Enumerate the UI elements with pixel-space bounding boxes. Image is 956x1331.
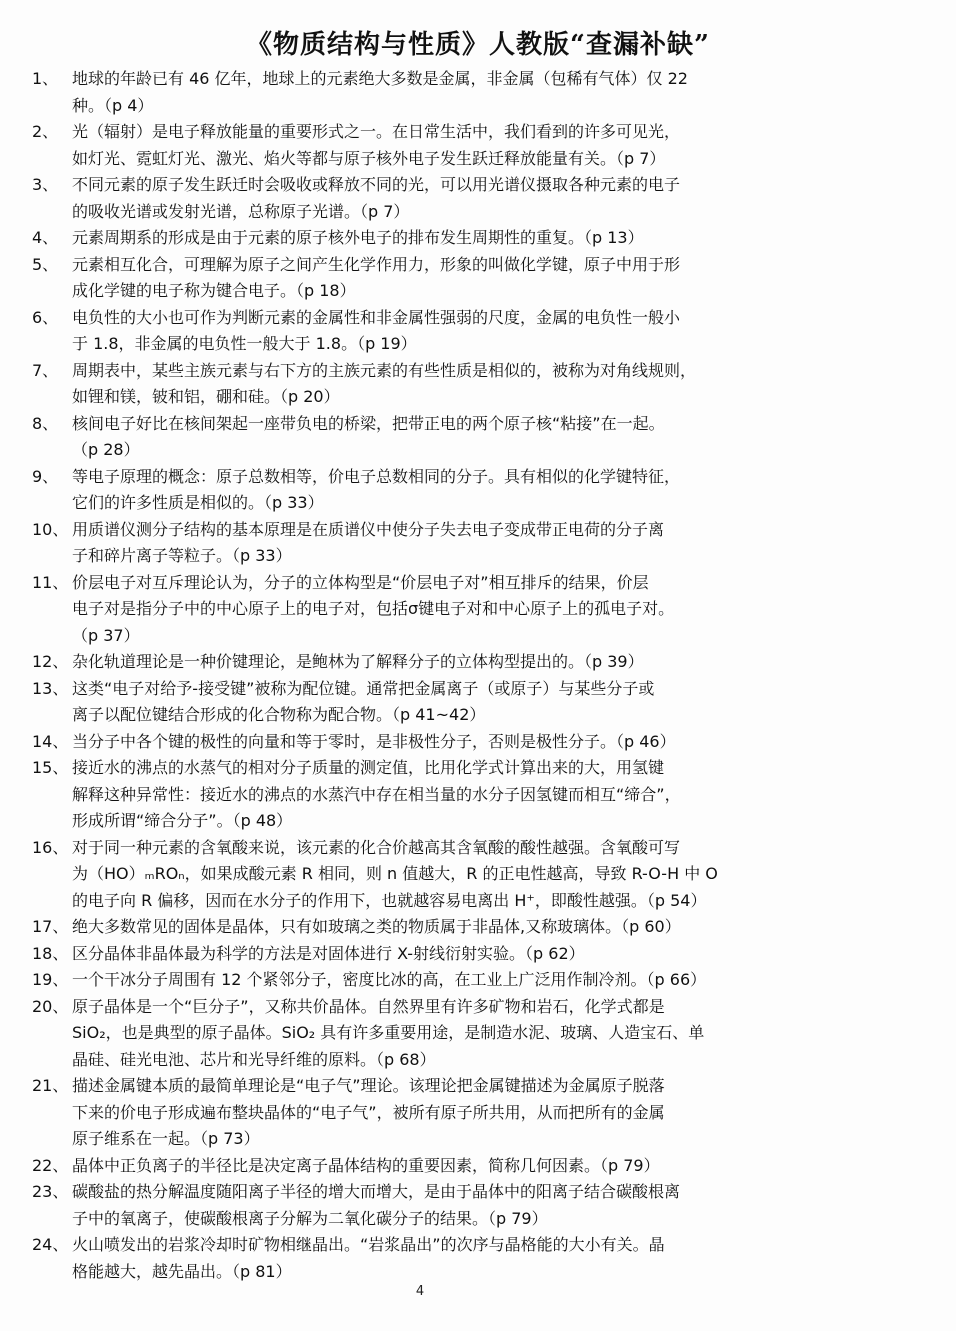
item-number: 1、 xyxy=(32,69,59,88)
item-text-line: 如灯光、霓虹灯光、激光、焰火等都与原子核外电子发生跃迁释放能量有关。（p 7） xyxy=(72,148,666,168)
list-item xyxy=(32,172,812,225)
item-text-line: 子和碎片离子等粒子。（p 33） xyxy=(72,546,292,565)
list-item xyxy=(32,358,812,411)
item-text-line: 光（辐射）是电子释放能量的重要形式之一。在日常生活中，我们看到的许多可见光， xyxy=(72,122,681,141)
item-text-line: 地球的年龄已有 46 亿年，地球上的元素绝大多数是金属，非金属（包稀有气体）仅 22 xyxy=(72,69,688,88)
item-text-line: 格能越大，越先晶出。（p 81） xyxy=(72,1261,292,1281)
item-text-line: 形成所谓“缔合分子”。（p 48） xyxy=(72,811,293,830)
item-text xyxy=(72,649,812,676)
item-text xyxy=(72,1232,812,1285)
item-text-line: 晶体中正负离子的半径比是决定离子晶体结构的重要因素，简称几何因素。（p 79） xyxy=(72,1155,660,1175)
item-text-line: 这类“电子对给予-接受键”被称为配位键。通常把金属离子（或原子）与某些分子或 xyxy=(72,678,655,698)
item-text-line: 绝大多数常见的固体是晶体，只有如玻璃之类的物质属于非晶体,又称玻璃体。（p 60） xyxy=(72,917,681,936)
item-text xyxy=(72,464,812,517)
item-text xyxy=(72,172,812,225)
list-item xyxy=(32,994,812,1074)
item-text-line: 解释这种异常性：接近水的沸点的水蒸汽中存在相当量的水分子因氢键而相互“缔合”， xyxy=(72,784,681,804)
item-number: 23、 xyxy=(32,1182,69,1201)
item-number: 13、 xyxy=(32,678,69,698)
item-text-line: 元素周期系的形成是由于元素的原子核外电子的排布发生周期性的重复。（p 13） xyxy=(72,228,644,247)
item-text-line: 原子晶体是一个“巨分子”，又称共价晶体。自然界里有许多矿物和岩石，化学式都是 xyxy=(72,996,665,1016)
item-text xyxy=(72,66,812,119)
item-text-line: 原子维系在一起。（p 73） xyxy=(72,1129,260,1148)
item-number: 6、 xyxy=(32,307,59,327)
item-number: 14、 xyxy=(32,731,69,751)
item-number: 2、 xyxy=(32,122,59,141)
item-number: 17、 xyxy=(32,917,69,936)
list-item xyxy=(32,252,812,305)
item-number: 7、 xyxy=(32,360,59,380)
item-text-line: 当分子中各个键的极性的向量和等于零时，是非极性分子，否则是极性分子。（p 46） xyxy=(72,731,676,751)
item-text-line: 不同元素的原子发生跃迁时会吸收或释放不同的光，可以用光谱仪摄取各种元素的电子 xyxy=(72,175,681,194)
list-item xyxy=(32,1232,812,1285)
item-number: 15、 xyxy=(32,758,69,777)
item-text-line: 子中的氧离子，使碳酸根离子分解为二氧化碳分子的结果。（p 79） xyxy=(72,1208,548,1228)
list-item xyxy=(32,225,812,252)
page-number: 4 xyxy=(415,1284,425,1299)
item-text-line: 接近水的沸点的水蒸气的相对分子质量的测定值，比用化学式计算出来的大，用氢键 xyxy=(72,758,665,777)
item-text-line: 杂化轨道理论是一种价键理论，是鲍林为了解释分子的立体构型提出的。（p 39） xyxy=(72,652,644,671)
item-number: 12、 xyxy=(32,652,69,671)
item-text xyxy=(72,517,812,570)
item-text-line: 于 1.8，非金属的电负性一般大于 1.8。（p 19） xyxy=(72,334,417,353)
list-item xyxy=(32,119,812,172)
list-item xyxy=(32,66,812,119)
item-text-line: （p 28） xyxy=(72,440,140,459)
item-text-line: 下来的价电子形成遍布整块晶体的“电子气”，被所有原子所共用，从而把所有的金属 xyxy=(72,1102,665,1122)
item-number: 18、 xyxy=(32,943,69,963)
item-text-line: 为（HO）ₘROₙ，如果成酸元素 R 相同，则 n 值越大，R 的正电性越高，导致 R-O-H 中 O xyxy=(72,864,718,883)
item-text-line: 的吸收光谱或发射光谱，总称原子光谱。（p 7） xyxy=(72,201,410,221)
item-text xyxy=(72,1153,812,1180)
item-number: 8、 xyxy=(32,413,59,433)
item-number: 21、 xyxy=(32,1076,69,1095)
list-item xyxy=(32,570,812,650)
item-text-line: 火山喷发出的岩浆冷却时矿物相继晶出。“岩浆晶出”的次序与晶格能的大小有关。晶 xyxy=(72,1235,665,1254)
item-text xyxy=(72,358,812,411)
item-text-line: 核间电子好比在核间架起一座带负电的桥梁，把带正电的两个原子核“粘接”在一起。 xyxy=(72,413,665,433)
item-text-line: 晶硅、硅光电池、芯片和光导纤维的原料。（p 68） xyxy=(72,1049,436,1069)
list-item xyxy=(32,941,812,968)
item-text-line: 的电子向 R 偏移，因而在水分子的作用下，也就越容易电离出 H⁺，即酸性越强。（p 54） xyxy=(72,890,707,910)
item-number: 24、 xyxy=(32,1235,69,1254)
item-text-line: 电子对是指分子中的中心原子上的电子对，包括σ键电子对和中心原子上的孤电子对。 xyxy=(72,599,675,618)
document-title: 《物质结构与性质》人教版“查漏补缺” xyxy=(246,30,710,60)
item-text xyxy=(72,305,812,358)
item-number: 5、 xyxy=(32,254,59,274)
item-text-line: 它们的许多性质是相似的。（p 33） xyxy=(72,493,324,512)
item-text xyxy=(72,755,812,835)
item-text xyxy=(72,994,812,1074)
list-item xyxy=(32,411,812,464)
item-text xyxy=(72,941,812,968)
list-item xyxy=(32,1179,812,1232)
item-text-line: 用质谱仪测分子结构的基本原理是在质谱仪中使分子失去电子变成带正电荷的分子离 xyxy=(72,519,665,539)
item-list xyxy=(32,66,812,1285)
item-number: 20、 xyxy=(32,996,69,1016)
list-item xyxy=(32,1073,812,1153)
list-item xyxy=(32,649,812,676)
item-number: 10、 xyxy=(32,519,69,539)
item-number: 19、 xyxy=(32,970,69,989)
item-text-line: 如锂和镁，铍和铝，硼和硅。（p 20） xyxy=(72,387,340,406)
item-text-line: 价层电子对互斥理论认为，分子的立体构型是“价层电子对”相互排斥的结果，价层 xyxy=(72,572,649,592)
item-text-line: （p 37） xyxy=(72,625,140,645)
item-text-line: 元素相互化合，可理解为原子之间产生化学作用力，形象的叫做化学键，原子中用于形 xyxy=(72,254,681,274)
item-text xyxy=(72,967,812,994)
item-text xyxy=(72,914,812,941)
item-number: 3、 xyxy=(32,175,59,194)
item-text-line: SiO₂，也是典型的原子晶体。SiO₂ 具有许多重要用途，是制造水泥、玻璃、人造宝石、单 xyxy=(72,1023,705,1042)
item-text-line: 对于同一种元素的含氧酸来说，该元素的化合价越高其含氧酸的酸性越强。含氧酸可写 xyxy=(72,837,681,857)
item-text-line: 成化学键的电子称为键合电子。（p 18） xyxy=(72,281,356,300)
list-item xyxy=(32,517,812,570)
item-text xyxy=(72,252,812,305)
item-text-line: 周期表中，某些主族元素与右下方的主族元素的有些性质是相似的，被称为对角线规则， xyxy=(72,360,697,380)
list-item xyxy=(32,1153,812,1180)
item-number: 4、 xyxy=(32,228,59,247)
item-text xyxy=(72,729,812,756)
item-text-line: 碳酸盐的热分解温度随阳离子半径的增大而增大，是由于晶体中的阳离子结合碳酸根离 xyxy=(72,1182,681,1201)
item-text-line: 种。（p 4） xyxy=(72,95,154,115)
item-text-line: 离子以配位键结合形成的化合物称为配合物。（p 41~42） xyxy=(72,705,486,724)
item-text xyxy=(72,676,812,729)
item-text xyxy=(72,1073,812,1153)
list-item xyxy=(32,835,812,915)
list-item xyxy=(32,729,812,756)
item-text-line: 区分晶体非晶体最为科学的方法是对固体进行 X-射线衍射实验。（p 62） xyxy=(72,943,585,963)
item-text-line: 描述金属键本质的最简单理论是“电子气”理论。该理论把金属键描述为金属原子脱落 xyxy=(72,1076,665,1095)
item-text xyxy=(72,225,812,252)
item-number: 9、 xyxy=(32,466,59,486)
item-text xyxy=(72,119,812,172)
item-text xyxy=(72,411,812,464)
item-text xyxy=(72,570,812,650)
item-number: 16、 xyxy=(32,837,69,857)
list-item xyxy=(32,755,812,835)
list-item xyxy=(32,676,812,729)
list-item xyxy=(32,967,812,994)
item-text-line: 等电子原理的概念：原子总数相等，价电子总数相同的分子。具有相似的化学键特征， xyxy=(72,466,681,486)
item-text-line: 一个干冰分子周围有 12 个紧邻分子，密度比冰的高，在工业上广泛用作制冷剂。（p 66） xyxy=(72,970,707,989)
item-number: 11、 xyxy=(32,572,69,592)
item-text-line: 电负性的大小也可作为判断元素的金属性和非金属性强弱的尺度，金属的电负性一般小 xyxy=(72,307,681,327)
item-text xyxy=(72,835,812,915)
item-text xyxy=(72,1179,812,1232)
item-number: 22、 xyxy=(32,1155,69,1175)
list-item xyxy=(32,305,812,358)
list-item xyxy=(32,914,812,941)
list-item xyxy=(32,464,812,517)
